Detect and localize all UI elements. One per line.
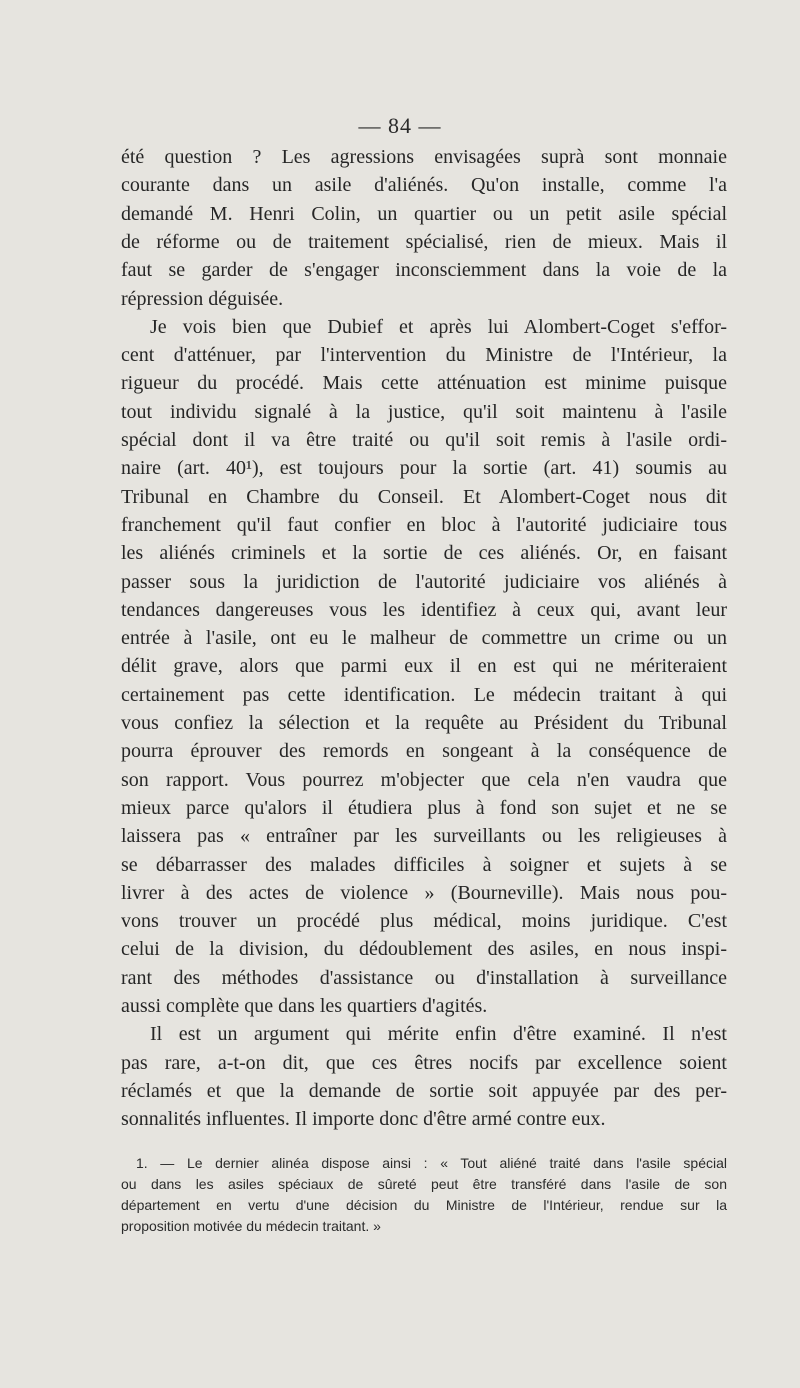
body-line: certainement pas cette identification. Le médecin traitant à qui: [121, 684, 727, 706]
body-line: vous confiez la sélection et la requête au Président du Tribunal: [121, 712, 727, 734]
body-line: vons trouver un procédé plus médical, moins juridique. C'est: [121, 910, 727, 932]
body-line: pas rare, a-t-on dit, que ces êtres nocifs par excellence soient: [121, 1052, 727, 1074]
footnote-line: 1. — Le dernier alinéa dispose ainsi : « Tout aliéné traité dans l'asile spécial: [136, 1155, 727, 1171]
body-line: été question ? Les agressions envisagées suprà sont monnaie: [121, 146, 727, 168]
body-line: livrer à des actes de violence » (Bourneville). Mais nous pou-: [121, 882, 727, 904]
body-line: rant des méthodes d'assistance ou d'installation à surveillance: [121, 967, 727, 989]
footnote-line: ou dans les asiles spéciaux de sûreté peut être transféré dans l'asile de son: [121, 1176, 727, 1192]
body-line: sonnalités influentes. Il importe donc d'être armé contre eux.: [121, 1108, 606, 1130]
body-line: demandé M. Henri Colin, un quartier ou un petit asile spécial: [121, 203, 727, 225]
body-line: naire (art. 40¹), est toujours pour la sortie (art. 41) soumis au: [121, 457, 727, 479]
body-line: mieux parce qu'alors il étudiera plus à fond son sujet et ne se: [121, 797, 727, 819]
body-line: les aliénés criminels et la sortie de ces aliénés. Or, en faisant: [121, 542, 727, 564]
body-line: tendances dangereuses vous les identifiez à ceux qui, avant leur: [121, 599, 727, 621]
body-line: de réforme ou de traitement spécialisé, rien de mieux. Mais il: [121, 231, 727, 253]
body-line: Tribunal en Chambre du Conseil. Et Alombert-Coget nous dit: [121, 486, 727, 508]
body-line: entrée à l'asile, ont eu le malheur de commettre un crime ou un: [121, 627, 727, 649]
body-line: rigueur du procédé. Mais cette atténuation est minime puisque: [121, 372, 727, 394]
page-number: — 84 —: [358, 113, 442, 138]
footnote-line: département en vertu d'une décision du Ministre de l'Intérieur, rendue sur la: [121, 1197, 727, 1213]
body-line: Il est un argument qui mérite enfin d'être examiné. Il n'est: [150, 1023, 727, 1045]
body-line: faut se garder de s'engager inconsciemment dans la voie de la: [121, 259, 727, 281]
body-line: celui de la division, du dédoublement des asiles, en nous inspi-: [121, 938, 727, 960]
body-line: passer sous la juridiction de l'autorité judiciaire vos aliénés à: [121, 571, 727, 593]
body-line: répression déguisée.: [121, 288, 284, 310]
footnote-line: proposition motivée du médecin traitant. »: [121, 1218, 381, 1234]
body-line: pourra éprouver des remords en songeant à la conséquence de: [121, 740, 727, 762]
body-line: se débarrasser des malades difficiles à soigner et sujets à se: [121, 854, 727, 876]
body-line: Je vois bien que Dubief et après lui Alombert-Coget s'effor-: [150, 316, 727, 338]
body-line: courante dans un asile d'aliénés. Qu'on installe, comme l'a: [121, 174, 727, 196]
body-line: son rapport. Vous pourrez m'objecter que cela n'en vaudra que: [121, 769, 727, 791]
body-line: tout individu signalé à la justice, qu'il soit maintenu à l'asile: [121, 401, 727, 423]
body-line: réclamés et que la demande de sortie soit appuyée par des per-: [121, 1080, 727, 1102]
body-line: franchement qu'il faut confier en bloc à l'autorité judiciaire tous: [121, 514, 727, 536]
body-line: laissera pas « entraîner par les surveillants ou les religieuses à: [121, 825, 727, 847]
body-line: spécial dont il va être traité ou qu'il soit remis à l'asile ordi-: [121, 429, 727, 451]
body-line: délit grave, alors que parmi eux il en est qui ne mériteraient: [121, 655, 727, 677]
body-line: cent d'atténuer, par l'intervention du Ministre de l'Intérieur, la: [121, 344, 727, 366]
body-line: aussi complète que dans les quartiers d'agités.: [121, 995, 488, 1017]
